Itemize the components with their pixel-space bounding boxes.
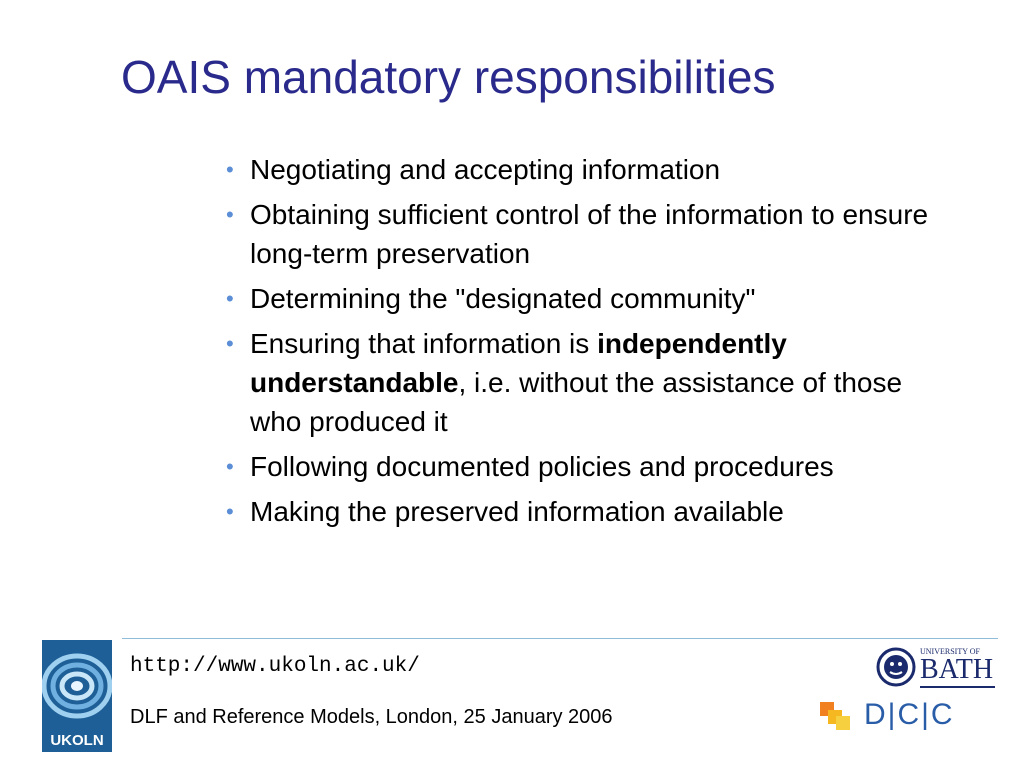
bullet-glyph: • <box>226 202 234 227</box>
bath-crest-icon <box>876 645 916 689</box>
dcc-logo-text: D|C|C <box>864 698 955 731</box>
dcc-logo <box>818 700 996 736</box>
bullet-text: Negotiating and accepting information <box>250 154 721 185</box>
footer-event-text: DLF and Reference Models, London, 25 January 2006 <box>130 706 613 728</box>
dcc-squares-icon <box>818 700 858 732</box>
bath-logo-underline <box>920 686 995 688</box>
bullet-text: Ensuring that information is <box>250 328 598 359</box>
bullet-glyph: • <box>226 499 234 524</box>
bullet-text: Making the preserved information available <box>250 496 784 527</box>
university-of-bath-logo <box>876 645 996 689</box>
bullet-text-bold: independently understandable <box>250 328 787 398</box>
bullet-text: Following documented policies and procedures <box>250 451 834 482</box>
bullet-item <box>224 492 944 531</box>
bullet-item <box>224 150 944 189</box>
bullet-item <box>224 447 944 486</box>
bullet-text: Determining the "designated community" <box>250 283 756 314</box>
footer-url[interactable]: http://www.ukoln.ac.uk/ <box>130 655 420 678</box>
bath-logo-big-text: BATH <box>920 654 994 685</box>
bullet-list <box>224 150 944 537</box>
bullet-item <box>224 195 944 273</box>
bullet-glyph: • <box>226 454 234 479</box>
bullet-glyph: • <box>226 286 234 311</box>
ukoln-eye-icon <box>42 640 112 732</box>
ukoln-logo-text: UKOLN <box>50 732 104 749</box>
bath-logo-small-text: UNIVERSITY OF <box>920 647 980 656</box>
bullet-text: , i.e. without the assistance of those who produced it <box>250 367 903 437</box>
ukoln-logo <box>42 640 112 752</box>
bullet-glyph: • <box>226 157 234 182</box>
bullet-text: Obtaining sufficient control of the information to ensure long-term preservation <box>250 199 929 269</box>
bullet-item <box>224 279 944 318</box>
bullet-glyph: • <box>226 331 234 356</box>
slide-title: OAIS mandatory responsibilities <box>121 51 776 103</box>
footer-divider <box>122 638 998 639</box>
bullet-item <box>224 324 944 441</box>
